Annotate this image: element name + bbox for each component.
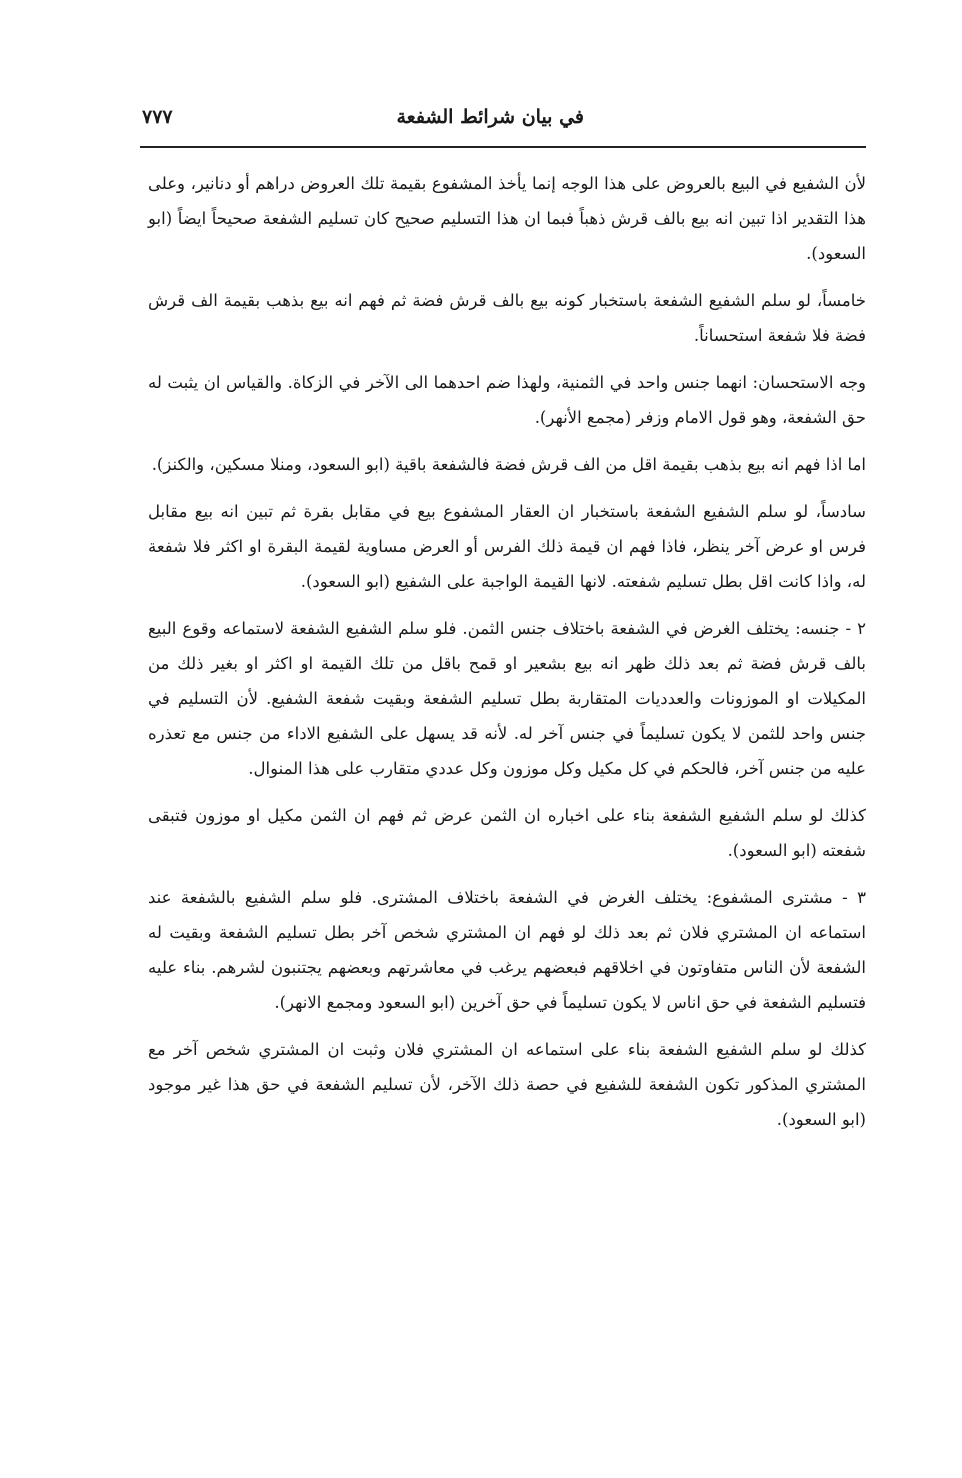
page-number: ٧٧٧ <box>142 106 173 128</box>
paragraph: كذلك لو سلم الشفيع الشفعة بناء على اخباره ان الثمن عرض ثم فهم ان الثمن مكيل او موزون فتبقى شفعته (ابو السعود). <box>148 806 866 860</box>
paragraph: اما اذا فهم انه بيع بذهب بقيمة اقل من الف قرش فضة فالشفعة باقية (ابو السعود، ومنلا مسكين، والكنز). <box>151 455 866 474</box>
paragraph: وجه الاستحسان: انهما جنس واحد في الثمنية، ولهذا ضم احدهما الى الآخر في الزكاة. والقياس ان يثبت له حق الشفعة، وهو قول الامام وزفر (مجمع الأنهر). <box>148 373 866 427</box>
paragraph: سادساً، لو سلم الشفيع الشفعة باستخبار ان العقار المشفوع بيع في مقابل بقرة ثم تبين انه بيع مقابل فرس او عرض آخر ينظر، فاذا فهم ان قيمة ذلك الفرس أو العرض مساوية لقيمة البقرة او اكثر فلا شفعة له، واذا كانت اقل بطل تسليم شفعته. لانها القيمة الواجبة على الشفيع (ابو السعود). <box>148 502 866 591</box>
header-divider <box>140 146 866 148</box>
paragraph: ٢ - جنسه: يختلف الغرض في الشفعة باختلاف جنس الثمن. فلو سلم الشفيع الشفعة لاستماعه وقوع البيع بالف قرش فضة ثم بعد ذلك ظهر انه بيع بشعير او قمح باقل من تلك القيمة او اكثر او بغير ذلك من المكيلات او الموزونات والعدديات المتقاربة بطل تسليم الشفعة وبقيت شفعة الشفيع. لأن التسليم في جنس واحد للثمن لا يكون تسليماً في جنس آخر له. لأنه قد يسهل على الشفيع الاداء من جنس مع تعذره عليه من جنس آخر، فالحكم في كل مكيل وكل موزون وكل عددي متقارب على هذا المنوال. <box>148 619 866 778</box>
paragraph: ٣ - مشترى المشفوع: يختلف الغرض في الشفعة باختلاف المشترى. فلو سلم الشفيع بالشفعة عند استماعه ان المشتري فلان ثم بعد ذلك لو فهم ان المشتري شخص آخر بطل تسليم الشفعة وبقيت له الشفعة لأن الناس متفاوتون في اخلاقهم فبعضهم يرغب في معاشرتهم وبعضهم يجتنبون لشرهم. بناء عليه فتسليم الشفعة في حق اناس لا يكون تسليماً في حق آخرين (ابو السعود ومجمع الانهر). <box>148 888 866 1012</box>
page-body <box>148 166 866 1149</box>
paragraph: خامساً، لو سلم الشفيع الشفعة باستخبار كونه بيع بالف قرش فضة ثم فهم انه بيع بذهب بقيمة الف قرش فضة فلا شفعة استحساناً. <box>148 291 866 345</box>
running-header <box>140 100 864 142</box>
paragraph: كذلك لو سلم الشفيع الشفعة بناء على استماعه ان المشتري فلان وثبت ان المشتري شخص آخر مع المشتري المذكور تكون الشفعة للشفيع في حصة ذلك الآخر، لأن تسليم الشفعة في حق هذا غير موجود (ابو السعود). <box>148 1040 866 1129</box>
chapter-title: في بيان شرائط الشفعة <box>396 106 584 128</box>
paragraph: لأن الشفيع في البيع بالعروض على هذا الوجه إنما يأخذ المشفوع بقيمة تلك العروض دراهم أو دنانير، وعلى هذا التقدير اذا تبين انه بيع بالف قرش ذهباً فبما ان هذا التسليم صحيح كان تسليم الشفعة صحيحاً ايضاً (ابو السعود). <box>148 174 866 263</box>
